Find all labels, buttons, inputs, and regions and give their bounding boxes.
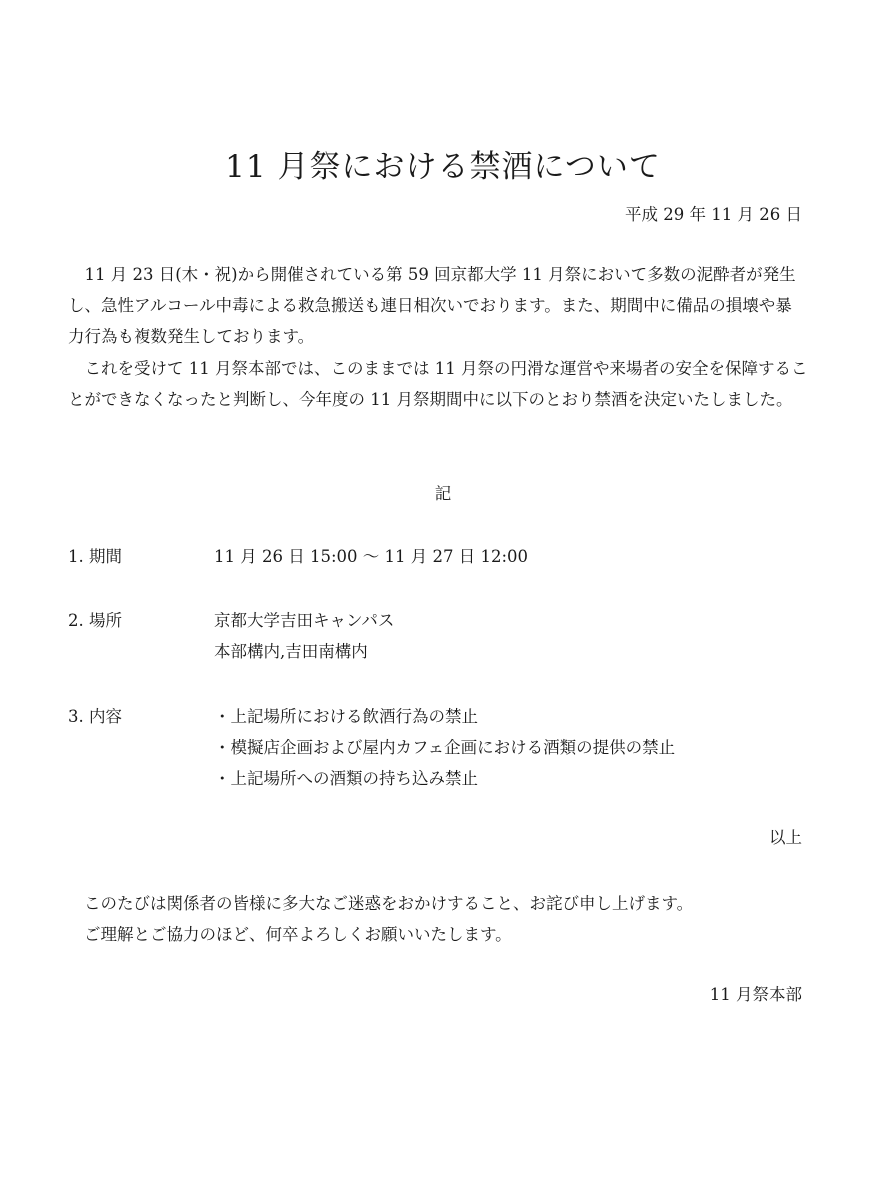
item-value-line: 京都大学吉田キャンパス: [214, 611, 395, 630]
item-value-line: ・上記場所における飲酒行為の禁止: [214, 707, 478, 726]
item-value-line: ・模擬店企画および屋内カフェ企画における酒類の提供の禁止: [214, 738, 676, 757]
item-value-line: 本部構内,吉田南構内: [214, 642, 368, 661]
ki-heading: 記: [434, 484, 452, 503]
item-label-content: 3. 内容: [68, 707, 122, 726]
body-paragraph: 11 月 23 日(木・祝)から開催されている第 59 回京都大学 11 月祭において多数の泥酔者が発生し、急性アルコール中毒による救急搬送も連日相次いでおります。また、期間中に備品の損壊や暴力行為も複数発生しております。: [68, 265, 796, 346]
item-value-place: [214, 605, 394, 667]
closing-line: ご理解とご協力のほど、何卒よろしくお願いいたします。: [84, 925, 512, 944]
item-label-place: 2. 場所: [68, 611, 122, 630]
body-paragraph: これを受けて 11 月祭本部では、このままでは 11 月祭の円滑な運営や来場者の安全を保障することができなくなったと判断し、今年度の 11 月祭期間中に以下のとおり禁酒を決定いたしました。: [68, 359, 808, 409]
item-value-line: 11 月 26 日 15:00 ～ 11 月 27 日 12:00: [214, 547, 529, 566]
closing-text: [84, 888, 693, 950]
item-value-content: [214, 701, 675, 794]
closing-line: このたびは関係者の皆様に多大なご迷惑をおかけすること、お詫び申し上げます。: [84, 894, 694, 913]
signature: 11 月祭本部: [709, 985, 802, 1004]
item-label-period: 1. 期間: [68, 547, 122, 566]
item-value-period: [214, 541, 528, 572]
document-title: 11 月祭における禁酒について: [225, 149, 661, 185]
ijo-marker: 以上: [769, 828, 802, 847]
document-date: 平成 29 年 11 月 26 日: [625, 205, 802, 224]
item-value-line: ・上記場所への酒類の持ち込み禁止: [214, 769, 478, 788]
